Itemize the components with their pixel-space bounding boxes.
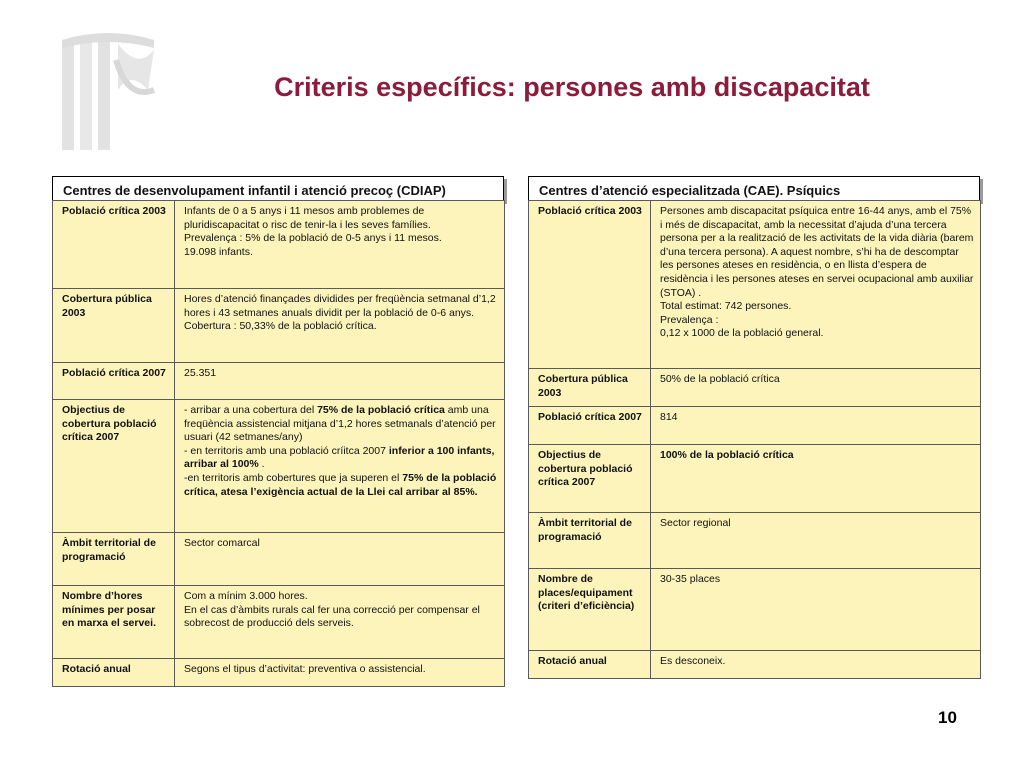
row-label: Nombre de places/equipament (criteri d’eficiència) [529,569,651,651]
row-value: 25.351 [175,363,505,400]
body-text: - arribar a una cobertura del [184,404,318,416]
row-label: Població crítica 2007 [529,407,651,445]
row-value: Hores d’atenció finançades dividides per freqüència setmanal d’1,2 hores i 43 setmanes anuals dividit per la població de 0-6 anys. Cobertura : 50,33% de la població crítica. [175,289,505,363]
row-value: Sector comarcal [175,533,505,586]
row-value: Infants de 0 a 5 anys i 11 mesos amb problemes de pluridiscapacitat o risc de tenir-la i les seves famílies. Prevalença : 5% de la població de 0-5 anys i 11 mesos. 19.098 infants. [175,201,505,289]
row-label: Rotació anual [53,659,175,687]
row-value [175,400,505,533]
panel-heading: Centres d’atenció especialitzada (CAE). Psíquics [528,176,980,201]
table-row [529,513,981,569]
table-row [53,400,505,533]
page-title: Criteris específics: persones amb discapacitat [274,72,870,102]
row-value: Persones amb discapacitat psíquica entre 16-44 anys, amb el 75% i més de discapacitat, amb la necessitat d’ajuda d’una tercera persona per a la realització de les activitats de la vida diària (barem d’una tercera persona). A aquest nombre, s’hi ha de descomptar les persones ateses en residència, o en llista d’espera de residència i les persones ateses en servei ocupacional amb auxiliar (STOA) . Total estimat: 742 persones. Prevalença : 0,12 x 1000 de la població general. [651,201,981,369]
emphasis-text: 100% de la població crítica [660,449,794,461]
table-row [53,201,505,289]
criteria-table [528,200,981,679]
table-row [529,369,981,407]
table-row [529,445,981,513]
row-label: Àmbit territorial de programació [53,533,175,586]
row-value: Segons el tipus d’activitat: preventiva o assistencial. [175,659,505,687]
row-label: Nombre d’hores mínimes per posar en marxa el servei. [53,586,175,659]
table-row [529,407,981,445]
panel-heading: Centres de desenvolupament infantil i atenció precoç (CDIAP) [52,176,504,201]
table-row [529,651,981,679]
row-label: Objectius de cobertura població crítica 2007 [53,400,175,533]
body-text: . -en territoris amb cobertures que ja superen el [184,458,400,484]
row-value: Sector regional [651,513,981,569]
row-value: 814 [651,407,981,445]
row-label: Objectius de cobertura població crítica 2007 [529,445,651,513]
body-text: amb una freqüència assistencial mitjana d’1,2 hores setmanals d’atenció per usuari (42 setmanes/any) - en territoris amb una població críitca 2007 [184,404,496,457]
row-value: Es desconeix. [651,651,981,679]
row-label: Població crítica 2003 [529,201,651,369]
row-label: Població crítica 2003 [53,201,175,289]
table-row [529,201,981,369]
page-number: 10 [938,708,957,727]
table-row [53,533,505,586]
emphasis-text: inferior a 100 infants, arribar al 100% [184,444,495,471]
row-value [651,445,981,513]
row-label: Població crítica 2007 [53,363,175,400]
row-label: Àmbit territorial de programació [529,513,651,569]
table-row [53,289,505,363]
row-label: Cobertura pública 2003 [529,369,651,407]
table-row [53,586,505,659]
criteria-table [52,200,505,687]
table-row [529,569,981,651]
row-value: 50% de la població crítica [651,369,981,407]
row-value: Com a mínim 3.000 hores. En el cas d’àmbits rurals cal fer una correcció per compensar el sobrecost de producció dels serveis. [175,586,505,659]
row-label: Cobertura pública 2003 [53,289,175,363]
table-row [53,363,505,400]
row-label: Rotació anual [529,651,651,679]
row-value: 30-35 places [651,569,981,651]
emphasis-text: 75% de la població crítica [317,404,445,416]
table-row [53,659,505,687]
emphasis-text: 75% de la població crítica, atesa l’exigència actual de la Llei cal arribar al 85%. [184,471,497,498]
